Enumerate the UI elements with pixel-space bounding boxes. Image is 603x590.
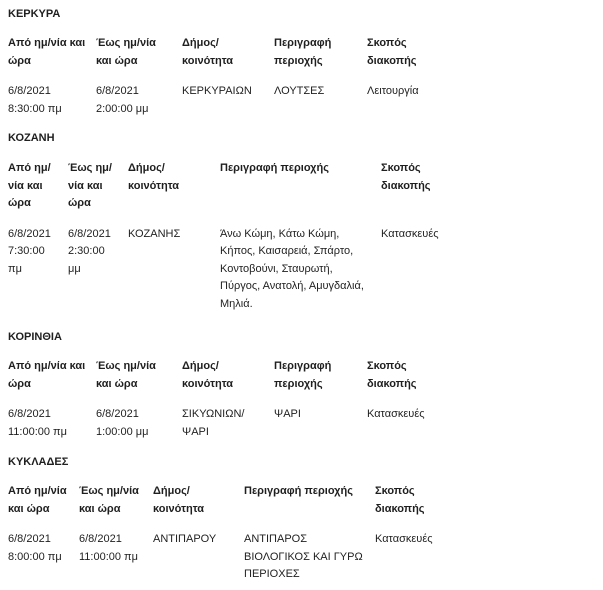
region-title-korinthia: ΚΟΡΙΝΘΙΑ bbox=[8, 331, 62, 343]
cell-municipality: ΚΟΖΑΝΗΣ bbox=[128, 227, 181, 240]
table-header-row bbox=[0, 35, 459, 83]
outage-table-kozani bbox=[0, 160, 473, 317]
cell-reason: Κατασκευές bbox=[367, 408, 425, 420]
header-to: Έως ημ/νία και ώρα bbox=[68, 162, 112, 209]
table-header-row bbox=[0, 358, 459, 406]
cell-from: 6/8/2021 8:30:00 πμ bbox=[8, 85, 62, 115]
header-municipality: Δήμος/ κοινότητα bbox=[128, 162, 180, 192]
header-municipality: Δήμος/ κοινότητα bbox=[153, 485, 205, 515]
cell-from: 6/8/2021 7:30:00 πμ bbox=[8, 227, 51, 275]
cell-to: 6/8/2021 1:00:00 μμ bbox=[96, 408, 149, 438]
header-area: Περιγραφή περιοχής bbox=[244, 485, 353, 497]
cell-reason: Λειτουργία bbox=[367, 85, 419, 97]
cell-from: 6/8/2021 11:00:00 πμ bbox=[8, 408, 67, 438]
table-row bbox=[0, 406, 459, 445]
header-reason: Σκοπός διακοπής bbox=[367, 360, 417, 390]
table-header-row bbox=[0, 160, 473, 226]
outage-table-kerkyra bbox=[0, 35, 459, 122]
header-to: Έως ημ/νία και ώρα bbox=[96, 37, 156, 67]
region-title-kyklades: ΚΥΚΛΑΔΕΣ bbox=[8, 456, 69, 468]
table-header-row bbox=[0, 483, 467, 531]
cell-municipality: ΑΝΤΙΠΑΡΟΥ bbox=[153, 533, 217, 545]
header-to: Έως ημ/νία και ώρα bbox=[96, 360, 156, 390]
header-from: Από ημ/νία και ώρα bbox=[8, 360, 86, 390]
cell-area: ΛΟΥΤΣΕΣ bbox=[274, 85, 325, 97]
header-area: Περιγραφή περιοχής bbox=[220, 162, 329, 174]
header-reason: Σκοπός διακοπής bbox=[367, 37, 417, 67]
cell-municipality: ΚΕΡΚΥΡΑΙΩΝ bbox=[182, 85, 252, 97]
cell-to: 6/8/2021 2:00:00 μμ bbox=[96, 85, 149, 115]
cell-reason: Κατασκευές bbox=[381, 227, 439, 240]
table-row bbox=[0, 83, 459, 122]
outage-table-korinthia bbox=[0, 358, 459, 445]
header-from: Από ημ/νία και ώρα bbox=[8, 37, 86, 67]
header-reason: Σκοπός διακοπής bbox=[375, 485, 425, 515]
header-from: Από ημ/νία και ώρα bbox=[8, 485, 67, 515]
region-title-kerkyra: ΚΕΡΚΥΡΑ bbox=[8, 8, 61, 20]
region-title-kozani: ΚΟΖΑΝΗ bbox=[8, 132, 55, 144]
header-municipality: Δήμος/ κοινότητα bbox=[182, 360, 234, 390]
cell-to: 6/8/2021 2:30:00 μμ bbox=[68, 227, 111, 275]
header-area: Περιγραφή περιοχής bbox=[274, 37, 332, 67]
header-from: Από ημ/νία και ώρα bbox=[8, 162, 51, 209]
table-row bbox=[0, 531, 467, 588]
outage-table-kyklades bbox=[0, 483, 467, 588]
cell-area: Άνω Κώμη, Κάτω Κώμη, Κήπος, Καισαρειά, Σπάρτο, Κοντοβούνι, Σταυρωτή, Πύργος, Ανατολή, Αμυγδαλιά, Μηλιά. bbox=[220, 227, 364, 310]
header-municipality: Δήμος/ κοινότητα bbox=[182, 37, 234, 67]
header-area: Περιγραφή περιοχής bbox=[274, 360, 332, 390]
cell-reason: Κατασκευές bbox=[375, 533, 433, 545]
table-row bbox=[0, 226, 473, 318]
header-to: Έως ημ/νία και ώρα bbox=[79, 485, 139, 515]
cell-area: ΨΑΡΙ bbox=[274, 408, 301, 420]
cell-to: 6/8/2021 11:00:00 πμ bbox=[79, 533, 138, 563]
cell-municipality: ΣΙΚΥΩΝΙΩΝ/ ΨΑΡΙ bbox=[182, 408, 245, 438]
header-reason: Σκοπός διακοπής bbox=[381, 162, 431, 192]
cell-area: ΑΝΤΙΠΑΡΟΣ ΒΙΟΛΟΓΙΚΟΣ ΚΑΙ ΓΥΡΩ ΠΕΡΙΟΧΕΣ bbox=[244, 533, 363, 580]
cell-from: 6/8/2021 8:00:00 πμ bbox=[8, 533, 62, 563]
